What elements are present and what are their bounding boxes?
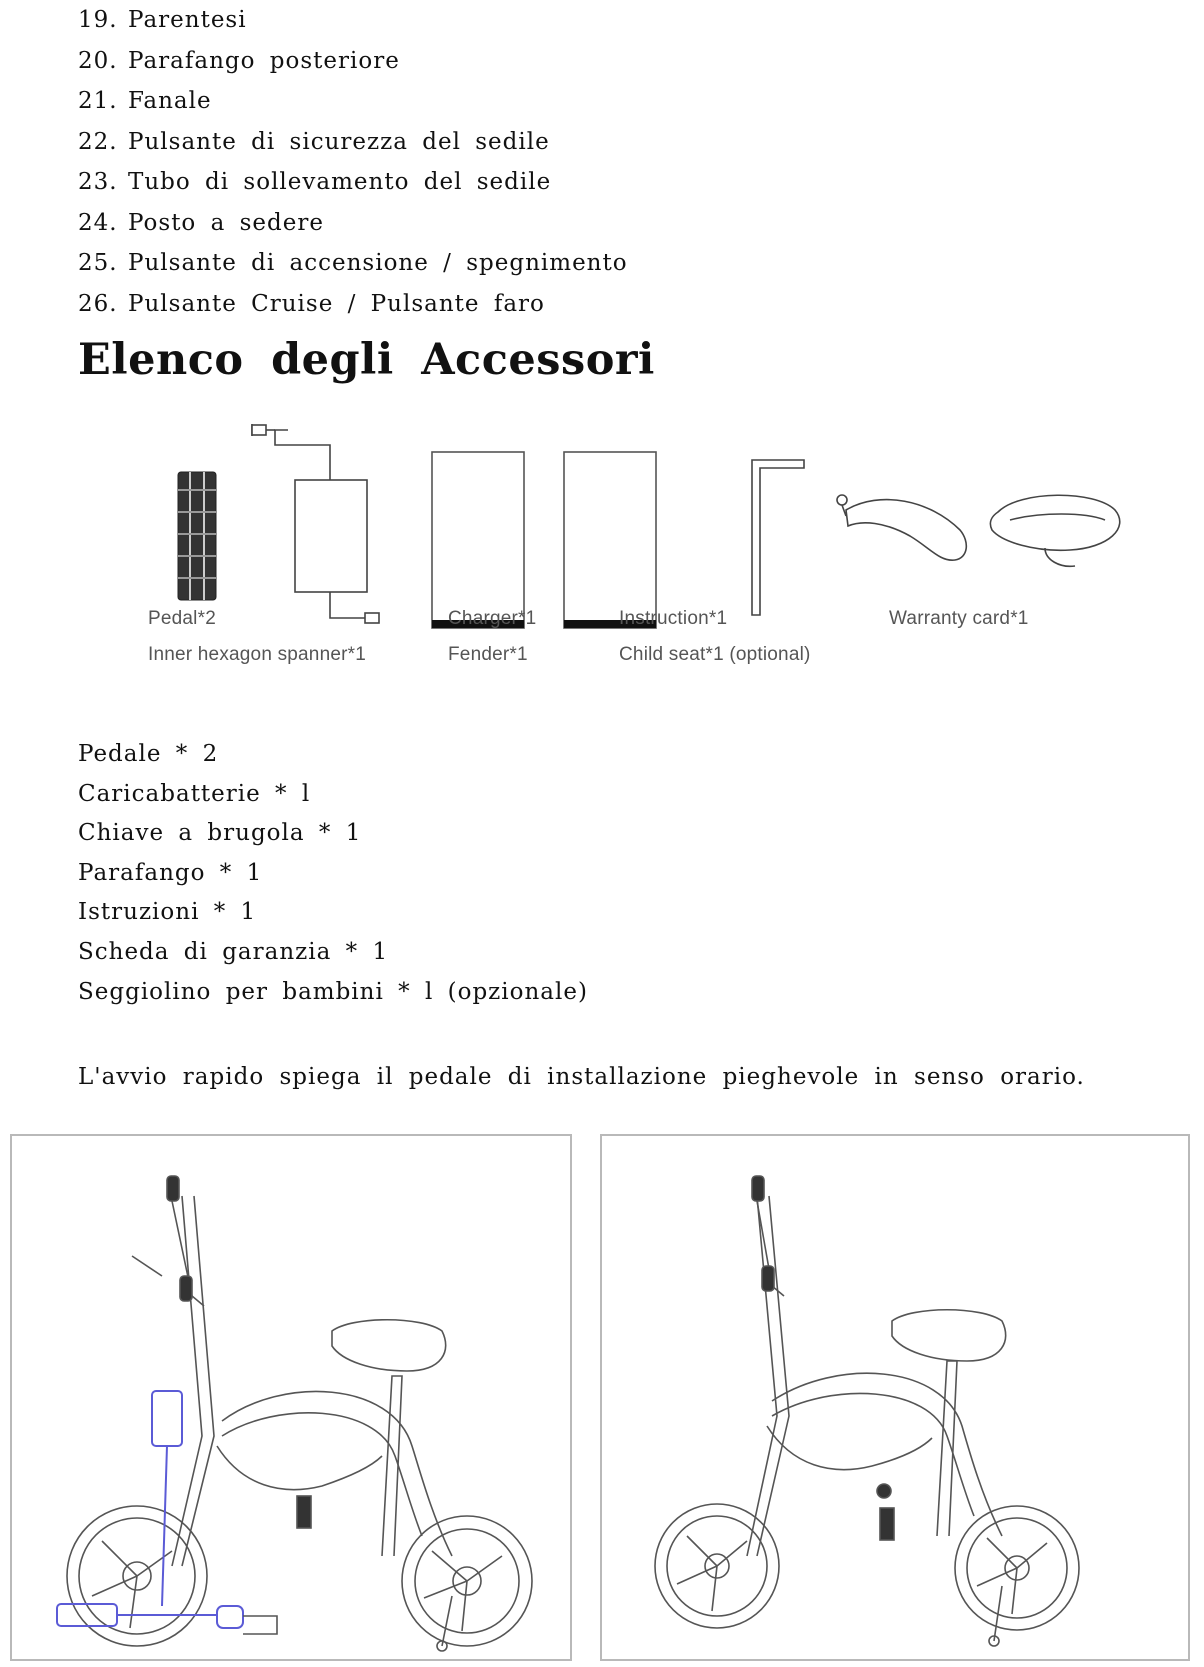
section-heading: Elenco degli Accessori: [78, 335, 655, 385]
list-item: [78, 243, 628, 284]
figure-label-charger: Charger*1: [448, 608, 537, 629]
list-item: [78, 0, 628, 41]
list-item: [78, 122, 628, 163]
list-item: [78, 41, 628, 82]
item-number: 24.: [78, 209, 118, 236]
child-seat-icon: [990, 495, 1119, 566]
quickstart-paragraph: L'avvio rapido spiega il pedale di installazione pieghevole in senso orario.: [78, 1064, 1085, 1090]
item-number: 20.: [78, 47, 118, 74]
figure-label-pedal: Pedal*2: [148, 608, 216, 629]
pedal-icon: [178, 472, 216, 600]
item-label: Tubo di sollevamento del sedile: [128, 169, 552, 195]
item-number: 21.: [78, 88, 118, 114]
warranty-card-icon: [564, 452, 656, 628]
figure-label-child-seat: Child seat*1 (optional): [619, 644, 811, 665]
list-item: Scheda di garanzia * 1: [78, 938, 389, 965]
item-number: 19.: [78, 7, 118, 33]
list-item: [78, 162, 628, 203]
item-number: 22.: [78, 128, 118, 155]
bike-folded-icon: [12, 1136, 570, 1659]
figure-label-warranty: Warranty card*1: [889, 608, 1029, 629]
list-item: [78, 284, 628, 325]
bike-installed-icon: [602, 1136, 1188, 1659]
list-item: Parafango * 1: [78, 859, 263, 886]
item-label: Parafango posteriore: [128, 47, 400, 74]
charger-icon: [252, 424, 379, 623]
accessories-illustration: [140, 420, 1140, 720]
accessories-list: [78, 734, 588, 1011]
item-number: 26.: [78, 290, 118, 317]
list-item: [78, 203, 628, 244]
hex-key-icon: [752, 460, 804, 615]
bike-illustration-folded: [10, 1134, 572, 1661]
item-label: Pulsante di sicurezza del sedile: [128, 128, 550, 155]
list-item: Chiave a brugola * 1: [78, 820, 362, 847]
item-number: 23.: [78, 169, 118, 195]
figure-label-instruction: Instruction*1: [619, 608, 728, 629]
list-item: [78, 81, 628, 122]
list-item: Pedale * 2: [78, 741, 219, 767]
bike-illustration-installed: [600, 1134, 1190, 1661]
item-number: 25.: [78, 250, 118, 276]
figure-label-spanner: Inner hexagon spanner*1: [148, 644, 366, 665]
parts-list: [78, 0, 628, 324]
list-item: Caricabatterie * l: [78, 780, 311, 807]
item-label: Fanale: [128, 88, 212, 114]
list-item: Seggiolino per bambini * l (opzionale): [78, 978, 588, 1005]
item-label: Parentesi: [128, 7, 247, 33]
figure-label-fender: Fender*1: [448, 644, 528, 665]
item-label: Pulsante Cruise / Pulsante faro: [128, 290, 545, 317]
instruction-booklet-icon: [432, 452, 524, 628]
list-item: Istruzioni * 1: [78, 899, 257, 926]
item-label: Posto a sedere: [128, 209, 324, 236]
fender-icon: [837, 495, 966, 560]
item-label: Pulsante di accensione / spegnimento: [128, 250, 628, 276]
accessories-figure: [140, 420, 1140, 720]
